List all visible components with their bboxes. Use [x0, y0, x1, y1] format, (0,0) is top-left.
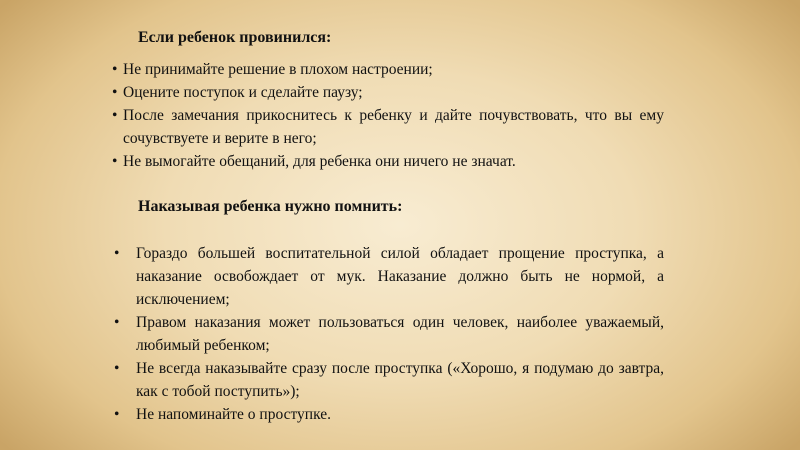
list-item: • Оцените поступок и сделайте паузу; — [112, 81, 664, 104]
list-item: • Не принимайте решение в плохом настроении; — [112, 58, 664, 81]
list-item: • Правом наказания может пользоваться один человек, наиболее уважаемый, любимый ребенком; — [112, 311, 664, 357]
section1-title: Если ребенок провинился: — [138, 29, 332, 46]
list-item: • Не напоминайте о проступке. — [112, 403, 664, 426]
list-item: • Не всегда наказывайте сразу после проступка («Хорошо, я подумаю до завтра, как с тобой поступить»); — [112, 357, 664, 403]
list-item: • Гораздо большей воспитательной силой обладает прощение проступка, а наказание освобождает от мук. Наказание должно быть не нормой, а исключением; — [112, 242, 664, 311]
section2-title: Наказывая ребенка нужно помнить: — [138, 198, 403, 215]
section2-list — [112, 242, 664, 426]
section1-list — [112, 58, 664, 173]
list-item: • После замечания прикоснитесь к ребенку и дайте почувствовать, что вы ему сочувствуете и верите в него; — [112, 104, 664, 150]
list-item: • Не вымогайте обещаний, для ребенка они ничего не значат. — [112, 150, 664, 173]
